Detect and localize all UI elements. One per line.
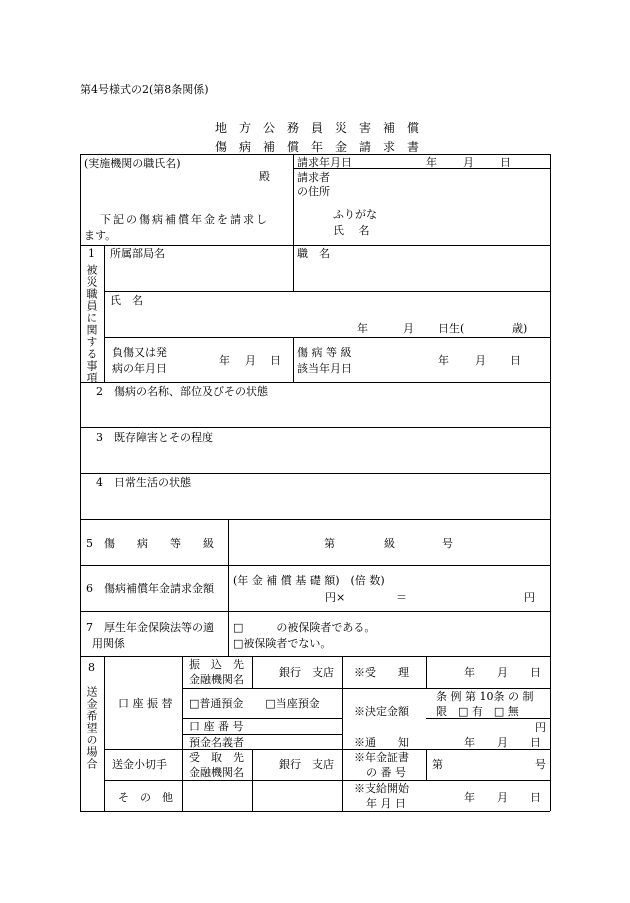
onset-month: 月 [245, 354, 256, 367]
job-label: 職 名 [297, 247, 330, 260]
notice-label: ※通 知 [354, 736, 409, 749]
payment-start-label-cont: 年 月 日 [366, 797, 406, 810]
receipt-label: ※受 理 [354, 666, 409, 679]
annuity-basis-label: (年 金 補 償 基 礎 額) (倍 数) [233, 574, 385, 587]
title-line1: 地方公務員災害補償 [215, 121, 432, 135]
onset-year: 年 [219, 354, 230, 367]
certificate-dai: 第 [432, 758, 443, 771]
request-text-cont: ます。 [84, 229, 117, 242]
transfer-bank-label: 振 込 先 [189, 658, 244, 671]
grade-date-label: 傷 病 等 級 [297, 346, 352, 359]
cheque-label: 送金小切手 [112, 758, 167, 771]
ordinance-limit-options[interactable]: 限 □ 有 □ 無 [436, 705, 519, 718]
age-label: 歳) [512, 322, 528, 335]
section8-vertical-label: 送金希望の場合 [85, 686, 98, 770]
receiving-bank-branch: 銀行 支店 [279, 758, 334, 771]
not-insured-option[interactable]: □被保険者でない。 [233, 637, 332, 650]
form-number: 第4号様式の2(第8条関係) [80, 83, 209, 96]
transfer-label: 口 座 振 替 [118, 697, 173, 710]
certificate-label: ※年金証書 [354, 751, 409, 764]
section4-label: 4 日常生活の状態 [96, 476, 191, 489]
section2-label: 2 傷病の名称、部位及びその状態 [96, 385, 268, 398]
section3-label: 3 既存障害とその程度 [96, 431, 213, 444]
grade-date-label-cont: 該当年月日 [297, 362, 352, 375]
payment-start-label: ※支給開始 [354, 782, 409, 795]
requester-label: 請求者 [297, 171, 330, 184]
request-month: 月 [463, 156, 474, 169]
receiving-bank-label-cont: 金融機関名 [189, 766, 244, 779]
grade-dai: 第 [324, 537, 335, 550]
employee-name-label: 氏 名 [110, 294, 143, 307]
notice-date: 年 月 日 [464, 736, 541, 749]
title-line2: 傷病補償年金請求書 [215, 140, 432, 154]
grade-year: 年 [438, 354, 449, 367]
den-label: 殿 [259, 170, 270, 183]
ordinance-clause: 条 例 第 10条 の 制 [436, 690, 534, 703]
receiving-bank-label: 受 取 先 [189, 751, 244, 764]
deposit-type-options[interactable]: □普通預金 □当座預金 [189, 697, 320, 710]
onset-day: 日 [270, 354, 281, 367]
decided-yen: 円 [535, 721, 546, 734]
requester-address-label: の住所 [297, 185, 330, 198]
decided-amount-label: ※決定金額 [354, 705, 409, 718]
equals-sign: ＝ [396, 591, 407, 604]
onset-label: 負傷又は発 [112, 346, 167, 359]
insured-option[interactable]: □ の被保険者である。 [233, 621, 376, 634]
certificate-go: 号 [535, 758, 546, 771]
section1-vertical-label: 被災職員に関する事項 [85, 264, 98, 384]
furigana-label: ふりがな [333, 208, 377, 221]
request-day: 日 [500, 156, 511, 169]
yen-unit: 円 [524, 591, 535, 604]
requester-name-label: 氏 名 [333, 224, 370, 237]
section8-number: 8 [88, 661, 95, 674]
grade-day: 日 [510, 354, 521, 367]
other-label: そ の 他 [118, 791, 173, 804]
transfer-bank-label-cont: 金融機関名 [189, 673, 244, 686]
receipt-date: 年 月 日 [464, 666, 541, 679]
grade-go: 号 [442, 537, 453, 550]
payment-start-date: 年 月 日 [464, 791, 541, 804]
transfer-bank-branch: 銀行 支店 [279, 666, 334, 679]
birth-year: 年 [357, 322, 368, 335]
request-text: 下記の傷病補償年金を請求し [100, 213, 269, 226]
onset-label-cont: 病の年月日 [112, 362, 167, 375]
request-date-label: 請求年月日 [297, 156, 352, 169]
grade-month: 月 [475, 354, 486, 367]
account-holder-label: 預金名義者 [189, 736, 244, 749]
section6-label: 6 傷病補償年金請求金額 [86, 582, 214, 595]
grade-kyu: 級 [384, 537, 395, 550]
account-number-label: 口 座 番 号 [189, 720, 244, 733]
request-year: 年 [426, 156, 437, 169]
section7-label-cont: 用関係 [92, 637, 125, 650]
section1-number: 1 [88, 247, 95, 260]
birth-day: 日生( [438, 322, 465, 335]
section7-label: 7 厚生年金保険法等の適 [86, 621, 214, 634]
yen-times: 円× [325, 591, 346, 604]
birth-month: 月 [403, 322, 414, 335]
dept-label: 所属部局名 [110, 247, 165, 260]
certificate-label-cont: の 番 号 [366, 766, 406, 779]
section5-label: 5 傷 病 等 級 [86, 537, 214, 550]
agency-label: (実施機関の職氏名) [84, 157, 181, 170]
